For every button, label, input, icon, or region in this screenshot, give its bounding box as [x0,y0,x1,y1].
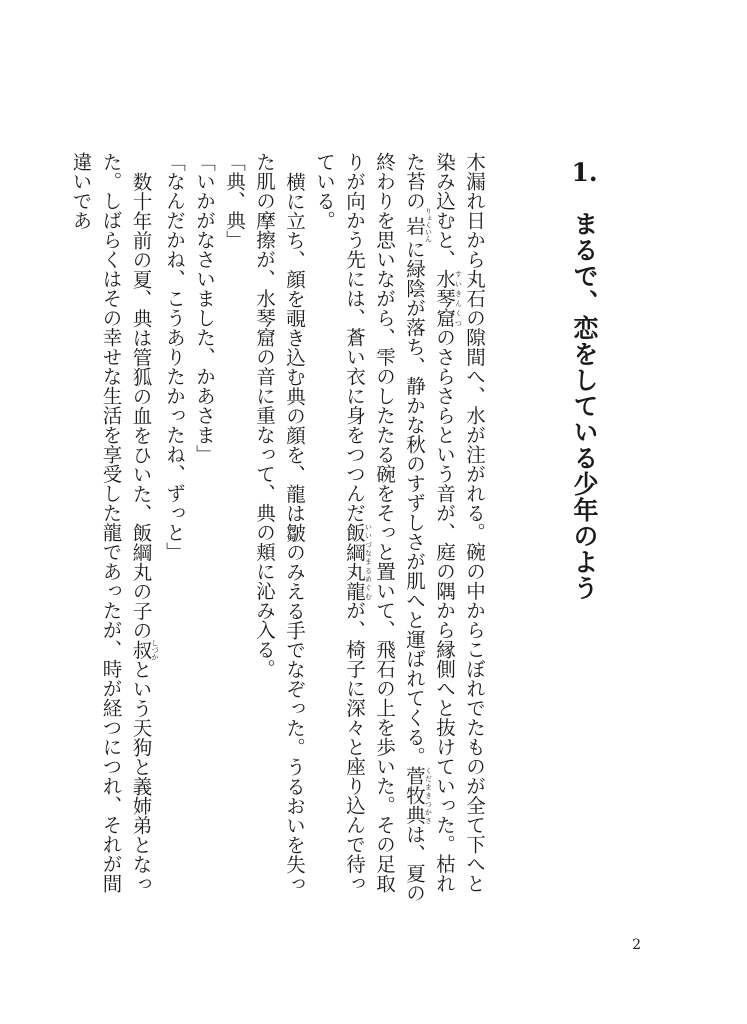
paragraph [249,152,309,912]
paragraph [189,152,219,912]
ruby-base: 菅牧典 [403,766,426,825]
ruby-reading: すいきんくつ [454,269,463,328]
chapter-number: 1. [571,160,598,185]
ruby-annotation [403,207,433,243]
ruby-annotation [129,638,159,660]
text-run: は、夏の終わりを思いながら、雫のしたたる碗をそっと置いて、飛石の上を歩いた。その足取りが向かう先には、蒼い衣に身をつつんだ [343,152,426,903]
chapter-title [572,160,597,601]
text-run: 木漏れ日から丸石の隙間へ、水が注がれる。碗の中からこぼれでたものが全て下へと染み込むと、 [433,152,486,893]
text-run: という天狗と義姉弟となった。しばらくはその幸せな生活を享受した龍であったが、時が経つにつれ、それが間違いであ [69,152,153,893]
ruby-base: 岩 [403,207,426,243]
text-run: 「典、典」 [223,152,246,250]
text-run: 「なんだかね、こうありたかったね、ずっと」 [163,152,186,562]
ruby-base: 叔 [129,638,153,660]
ruby-base: 水琴窟 [433,269,456,328]
text-run: 「いかがなさいました、かあさま」 [193,152,216,464]
text-run: 数十年前の夏、典は管狐の血をひいた、飯綱丸の子の [129,171,153,640]
chapter-title-text: まるで、恋をしている少年のよう [570,211,599,601]
text-run: に緑陰が落ち、静かな秋のすずしさが肌へと運ばれてくる。 [403,239,426,766]
ruby-annotation [403,766,433,825]
ruby-reading: しづか [151,638,159,660]
ruby-reading: くだまきつかさ [424,766,433,825]
text-run: が、椅子に深々と座り込んで待っている。 [313,152,366,893]
ruby-base: 飯綱丸龍 [343,522,366,601]
body-text [66,152,490,912]
ruby-reading: いいづなまるめぐむ [364,522,373,601]
paragraph [66,152,160,912]
text-run: 横に立ち、顔を覗き込む典の顔を、龍は皺のみえる手でなぞった。うるおいを失った肌の摩擦が、水琴窟の音に重なって、典の頬に沁み入る。 [253,152,306,893]
paragraph [219,152,249,912]
ruby-annotation [433,269,463,328]
ruby-annotation [343,522,373,601]
paragraph [159,152,189,912]
paragraph [309,152,489,912]
text-run: のさらさらという音が、庭の隅から縁側へと抜けていった。枯れた苔の [403,152,456,893]
ruby-reading: りょくいん [424,207,433,243]
page-number: 2 [632,937,641,953]
